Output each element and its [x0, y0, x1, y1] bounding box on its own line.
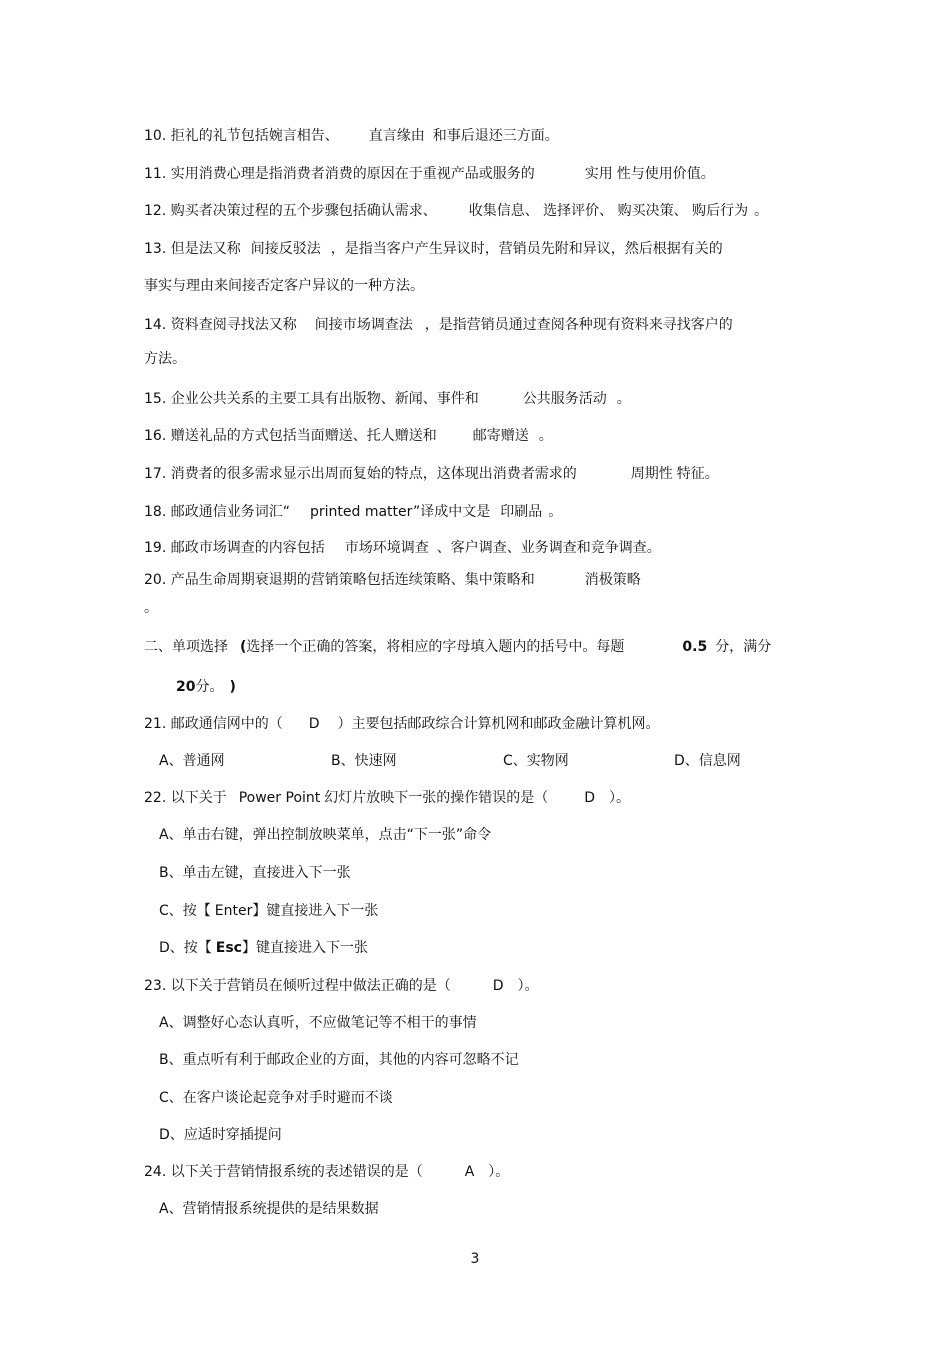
- q22-answer: D: [584, 790, 596, 806]
- q22-suffix: ）。: [609, 790, 631, 806]
- q16-answer: 邮寄赠送: [472, 428, 529, 444]
- question-19: [144, 538, 661, 558]
- section-2-instruction: 选择一个正确的答案，将相应的字母填入题内的括号中。每题: [246, 639, 625, 655]
- question-15: [144, 389, 631, 409]
- q13-suffix: ，是指当客户产生异议时，营销员先附和异议，然后根据有关的: [330, 241, 723, 257]
- q24-text: 24. 以下关于营销情报系统的表述错误的是（: [144, 1164, 423, 1180]
- section-2-paren-open: (: [240, 639, 247, 655]
- question-23: [144, 976, 539, 996]
- q12-suffix: 。: [754, 203, 769, 219]
- question-21: [144, 714, 660, 734]
- q10-suffix: 和事后退还三方面。: [432, 128, 559, 144]
- q11-text: 11. 实用消费心理是指消费者消费的原因在于重视产品或服务的: [144, 166, 535, 182]
- q16-suffix: 。: [538, 428, 553, 444]
- q22-mid: 幻灯片放映下一张的操作错误的是（: [324, 790, 549, 806]
- q23-option-a: A、调整好心态认真听，不应做笔记等不相干的事情: [159, 1015, 477, 1031]
- q15-suffix: 。: [616, 391, 631, 407]
- question-10: [144, 126, 559, 146]
- q22-text: 22. 以下关于: [144, 790, 227, 806]
- section-2-total: 20: [176, 679, 196, 695]
- question-22: [144, 788, 630, 808]
- q12-answer: 收集信息、 选择评价、 购买决策、 购后行为: [468, 203, 749, 219]
- q24-option-a: A、营销情报系统提供的是结果数据: [159, 1201, 379, 1217]
- q21-option-b: B、快速网: [331, 753, 397, 769]
- q23-option-b: B、重点听有利于邮政企业的方面，其他的内容可忽略不记: [159, 1052, 519, 1068]
- q22-option-d-key: Esc: [215, 940, 242, 956]
- question-20: [144, 570, 641, 590]
- q22-term: Power Point: [238, 790, 321, 806]
- q15-text: 15. 企业公共关系的主要工具有出版物、新闻、事件和: [144, 391, 479, 407]
- q22-option-c-post: 】键直接进入下一张: [252, 903, 379, 919]
- q21-suffix: ）主要包括邮政综合计算机网和邮政金融计算机网。: [337, 716, 660, 732]
- q19-answer: 市场环境调查: [344, 540, 429, 556]
- q23-option-d: D、应适时穿插提问: [159, 1127, 282, 1143]
- q13-text: 13. 但是法又称: [144, 241, 241, 257]
- q23-suffix: ）。: [517, 978, 539, 994]
- q22-option-a: A、单击右键，弹出控制放映菜单，点击“下一张”命令: [159, 827, 492, 843]
- question-13-line2: 事实与理由来间接否定客户异议的一种方法。: [144, 278, 424, 294]
- q20-text: 20. 产品生命周期衰退期的营销策略包括连续策略、集中策略和: [144, 572, 535, 588]
- question-18: [144, 502, 562, 522]
- q21-option-a: A、普通网: [159, 753, 225, 769]
- q18-term: printed matter: [309, 504, 413, 520]
- q22-option-c-key: Enter: [214, 903, 253, 919]
- q23-option-c: C、在客户谈论起竞争对手时避而不谈: [159, 1090, 393, 1106]
- q17-answer: 周期性: [630, 466, 673, 482]
- q21-text: 21. 邮政通信网中的（: [144, 716, 283, 732]
- q17-text: 17. 消费者的很多需求显示出周而复始的特点，这体现出消费者需求的: [144, 466, 577, 482]
- q22-option-c: [159, 901, 378, 921]
- q11-suffix: 性与使用价值。: [616, 166, 715, 182]
- page-number: 3: [470, 1251, 480, 1267]
- question-14: [144, 315, 733, 335]
- q24-suffix: ）。: [488, 1164, 510, 1180]
- question-14-line2: 方法。: [144, 351, 186, 367]
- q23-text: 23. 以下关于营销员在倾听过程中做法正确的是（: [144, 978, 451, 994]
- q14-text: 14. 资料查阅寻找法又称: [144, 317, 297, 333]
- q18-answer: 印刷品: [500, 504, 543, 520]
- section-2-score: 0.5: [682, 639, 708, 655]
- q18-mid: ”译成中文是: [412, 504, 491, 520]
- question-24: [144, 1162, 509, 1182]
- q16-text: 16. 赠送礼品的方式包括当面赠送、托人赠送和: [144, 428, 437, 444]
- q18-suffix: 。: [548, 504, 563, 520]
- q19-suffix: 、客户调查、业务调查和竞争调查。: [436, 540, 661, 556]
- q22-option-d-post: 】键直接进入下一张: [241, 940, 368, 956]
- q14-answer: 间接市场调查法: [314, 317, 413, 333]
- section-2-unit: 分，满分: [715, 639, 772, 655]
- q13-answer: 间接反驳法: [250, 241, 321, 257]
- question-13: [144, 239, 723, 259]
- q22-option-d: [159, 938, 368, 958]
- section-2-title: 二、单项选择: [144, 639, 228, 655]
- q24-answer: A: [464, 1164, 475, 1180]
- q17-suffix: 特征。: [676, 466, 719, 482]
- section-2-header: [144, 637, 771, 657]
- question-17: [144, 464, 719, 484]
- q22-option-c-pre: C、按【: [159, 903, 211, 919]
- q19-text: 19. 邮政市场调查的内容包括: [144, 540, 325, 556]
- q10-text: 10. 拒礼的礼节包括婉言相告、: [144, 128, 339, 144]
- question-12: [144, 201, 768, 221]
- q11-answer: 实用: [584, 166, 613, 182]
- q20-answer: 消极策略: [584, 572, 641, 588]
- q22-option-b: B、单击左键，直接进入下一张: [159, 865, 351, 881]
- question-20-line2: 。: [144, 600, 158, 616]
- question-11: [144, 164, 715, 184]
- question-16: [144, 426, 553, 446]
- q21-answer: D: [308, 716, 320, 732]
- q10-answer: 直言缘由: [368, 128, 425, 144]
- q18-text: 18. 邮政通信业务词汇“: [144, 504, 290, 520]
- q23-answer: D: [492, 978, 504, 994]
- q12-text: 12. 购买者决策过程的五个步骤包括确认需求、: [144, 203, 437, 219]
- section-2-paren-close: ): [229, 679, 236, 695]
- section-2-header-line2: [176, 677, 236, 697]
- q22-option-d-pre: D、按【: [159, 940, 212, 956]
- q14-suffix: ，是指营销员通过查阅各种现有资料来寻找客户的: [424, 317, 733, 333]
- q21-option-c: C、实物网: [503, 753, 569, 769]
- q21-option-d: D、信息网: [674, 753, 741, 769]
- section-2-total-unit: 分。: [195, 679, 224, 695]
- q15-answer: 公共服务活动: [522, 391, 607, 407]
